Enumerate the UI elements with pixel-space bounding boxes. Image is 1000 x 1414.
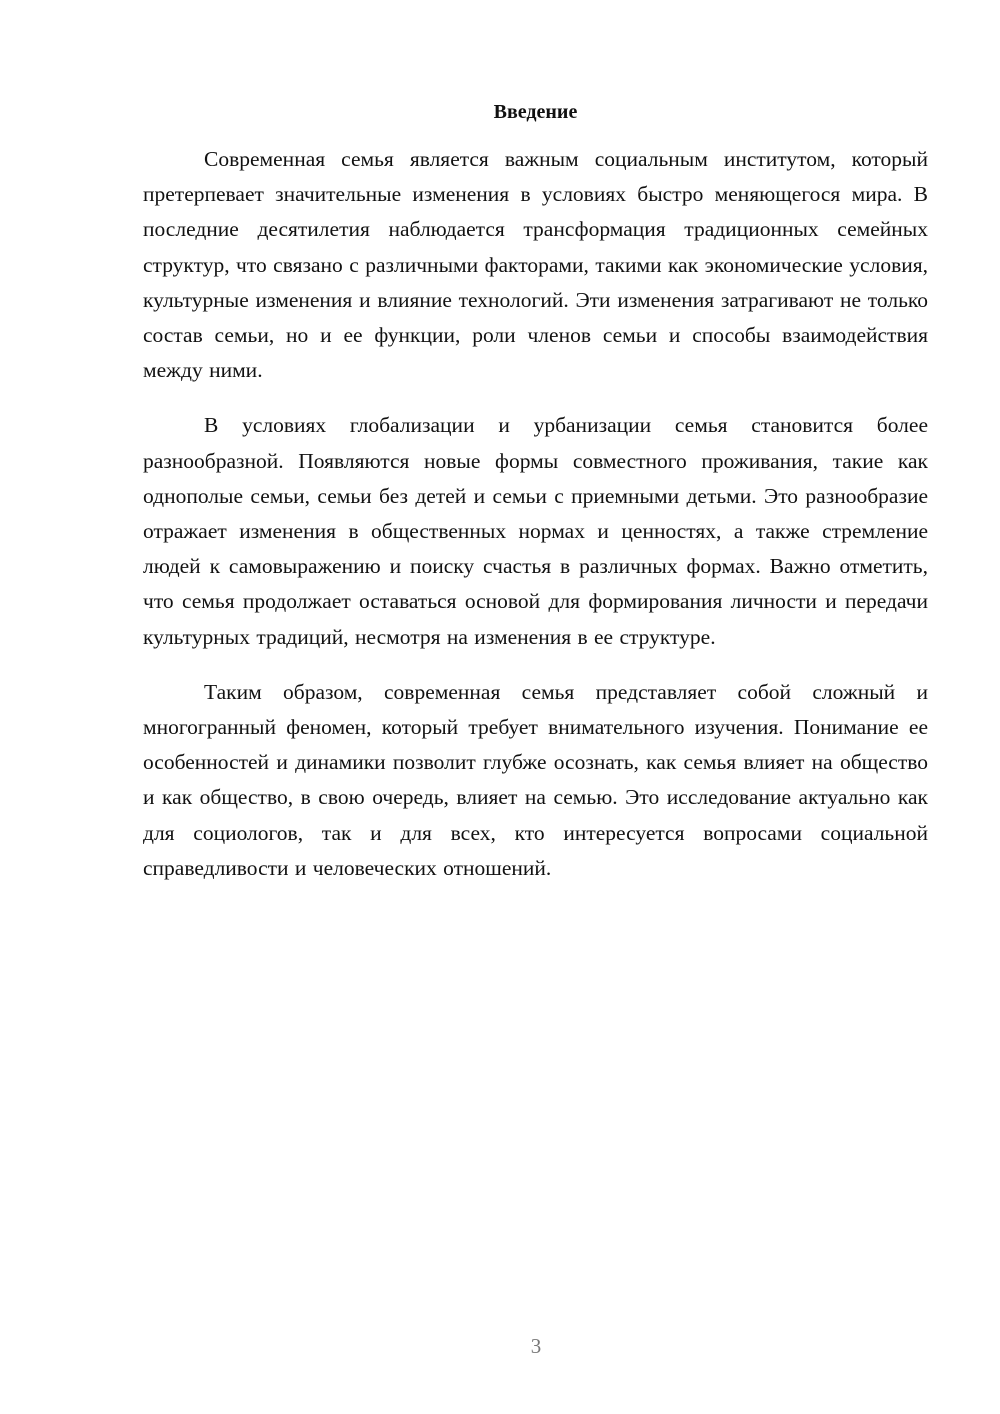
page-number: 3 <box>530 1334 542 1358</box>
section-title: Введение <box>493 101 578 123</box>
page-content <box>143 96 928 906</box>
paragraph-1: Современная семья является важным социальным институтом, который претерпевает значительные изменения в условиях быстро меняющегося мира. В последние десятилетия наблюдается трансформация традиционных семейных структур, что связано с различными факторами, такими как экономические условия, культурные изменения и влияние технологий. Эти изменения затрагивают не только состав семьи, но и ее функции, роли членов семьи и способы взаимодействия между ними. <box>143 147 928 383</box>
paragraph-3: Таким образом, современная семья представляет собой сложный и многогранный феномен, который требует внимательного изучения. Понимание ее особенностей и динамики позволит глубже осознать, как семья влияет на общество и как общество, в свою очередь, влияет на семью. Это исследование актуально как для социологов, так и для всех, кто интересуется вопросами социальной справедливости и человеческих отношений. <box>143 679 928 880</box>
paragraph-2: В условиях глобализации и урбанизации семья становится более разнообразной. Появляются новые формы совместного проживания, такие как однополые семьи, семьи без детей и семьи с приемными детьми. Это разнообразие отражает изменения в общественных нормах и ценностях, а также стремление людей к самовыражению и поиску счастья в различных формах. Важно отметить, что семья продолжает оставаться основой для формирования личности и передачи культурных традиций, несмотря на изменения в ее структуре. <box>143 413 928 649</box>
